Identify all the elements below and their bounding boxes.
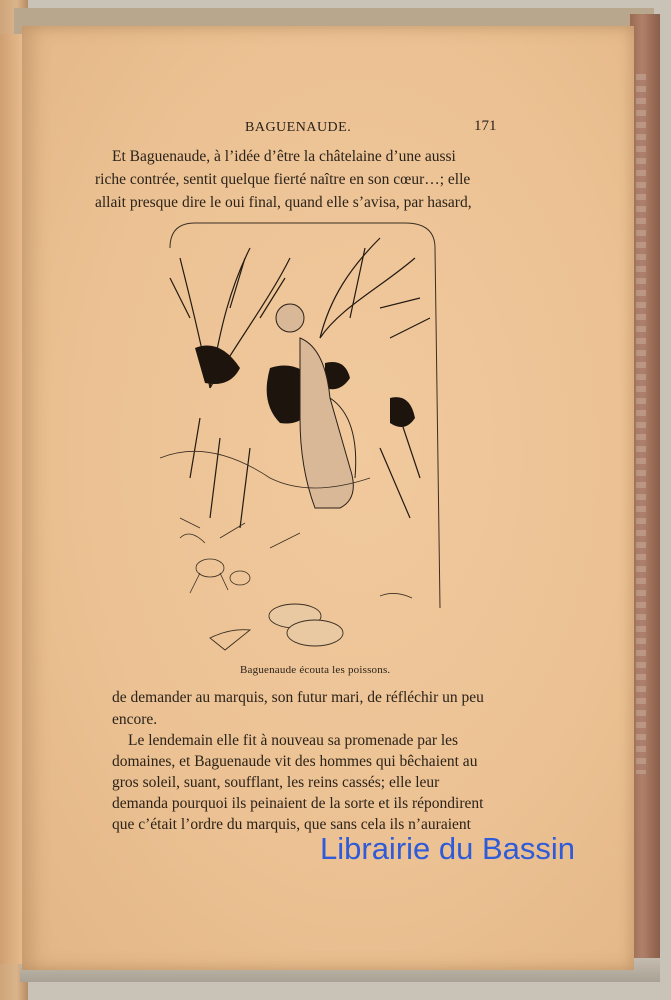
running-head: BAGUENAUDE. — [245, 120, 352, 135]
illustration-girl-by-pond — [150, 218, 450, 668]
body-text-line: demanda pourquoi ils peinaient de la sorte et ils répondirent — [112, 795, 484, 812]
body-text-line: encore. — [112, 711, 158, 728]
body-text-line: allait presque dire le oui final, quand elle s’avisa, par hasard, — [95, 194, 472, 211]
body-text-line: de demander au marquis, son futur mari, de réfléchir un peu — [112, 689, 484, 706]
page-number: 171 — [474, 118, 497, 134]
body-text-line: Le lendemain elle fit à nouveau sa promenade par les — [128, 732, 459, 749]
seller-watermark: Librairie du Bassin — [320, 831, 576, 866]
body-text-line: Et Baguenaude, à l’idée d’être la châtelaine d’une aussi — [112, 148, 456, 165]
illustration-caption: Baguenaude écouta les poissons. — [240, 664, 391, 676]
body-text-line: gros soleil, suant, soufflant, les reins cassés; elle leur — [112, 774, 440, 791]
body-text-line: riche contrée, sentit quelque fierté naître en son cœur…; elle — [95, 171, 471, 188]
body-text-line: que c’était l’ordre du marquis, que sans cela ils n’auraient — [112, 816, 471, 833]
book-cover-right-edge — [630, 14, 660, 976]
facing-page-edge — [0, 34, 22, 964]
body-text-line: domaines, et Baguenaude vit des hommes qui bêchaient au — [112, 753, 478, 770]
